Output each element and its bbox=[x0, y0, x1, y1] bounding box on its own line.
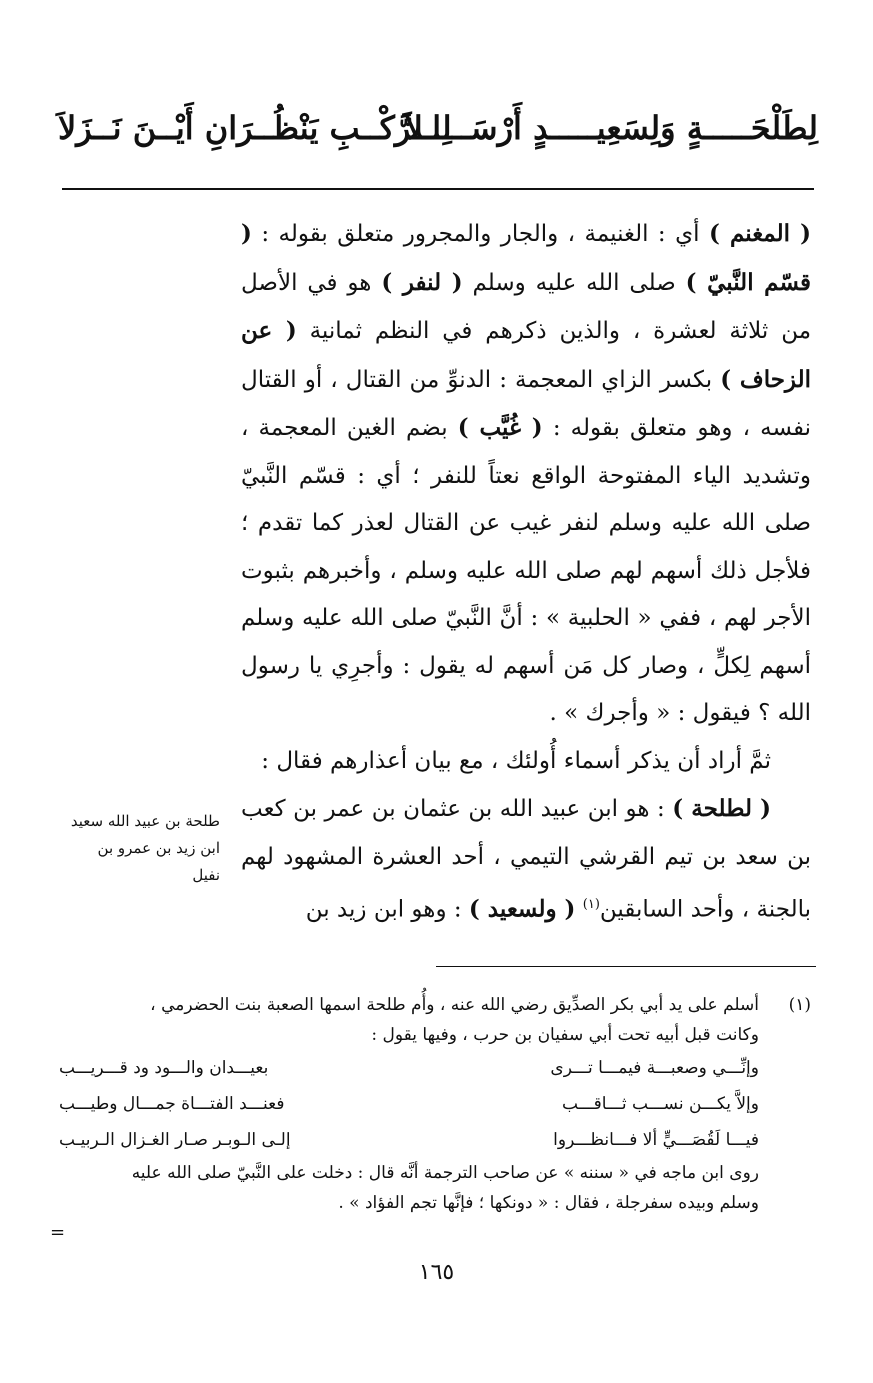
commentary-text: الياء المفتوحة الواقع نعتاً للنفر ؛ أي : قسّم النَّبيّ صلى الله عليه bbox=[241, 462, 811, 536]
footnote-line: وسلم وبيده سفرجلة ، فقال : « دونكها ؛ فإنَّها تجم الفؤاد » . bbox=[338, 1193, 759, 1213]
commentary-text: ثمَّ أراد أن يذكر أسماء أُولئك ، مع بيان أعذارهم فقال : bbox=[261, 747, 771, 774]
commentary-text: وهو متعلق بقوله : bbox=[542, 415, 733, 441]
poem-first-hemistich: وإنِّـــي وصعبـــة فيمـــا تـــرى bbox=[550, 1058, 759, 1078]
poem-first-hemistich: وإلاَّ يكـــن نســـب ثـــاقـــب bbox=[562, 1094, 759, 1114]
term-an-alzihaf: ( عن الزحاف ) bbox=[241, 317, 812, 393]
term-linafar: ( لنفر ) bbox=[381, 268, 463, 296]
verse-right-hemistich: لِطَلْحَـــــةٍ وَلِسَعِيـــــدٍ أَرْسَـــــلاَ bbox=[404, 109, 818, 147]
margin-note-line: طلحة بن عبيد الله سعيد bbox=[70, 812, 220, 830]
margin-note bbox=[48, 808, 220, 889]
commentary-text: لهم صلى الله عليه وسلم ، وأخبرهم بثبوت الأجر لهم ، ففي bbox=[241, 557, 811, 631]
term-litalha: ( لطلحة ) bbox=[672, 795, 772, 822]
commentary-text: : هو ابن عبيد الله بن عثمان بن عمر بن bbox=[293, 796, 673, 822]
margin-note-line: ابن زيد بن عمرو بن bbox=[97, 839, 220, 857]
poem-second-hemistich: فعنـــد الفتـــاة جمـــال وطيـــب bbox=[59, 1094, 285, 1114]
header-divider bbox=[62, 188, 814, 190]
poem-second-hemistich: بعيـــدان والـــود ود قـــريـــب bbox=[59, 1058, 269, 1078]
commentary-paragraph-3 bbox=[241, 785, 811, 934]
commentary-text: : وهو ابن زيد بن bbox=[305, 896, 469, 923]
commentary-text: بكسر الزاي المعجمة : الدنوِّ من القتال ، أو القتال نفسه ، bbox=[241, 366, 812, 441]
header-verse bbox=[58, 98, 818, 168]
term-al-maghnam: ( المغنم ) bbox=[708, 220, 812, 247]
footnote-line: أسلم على يد أبي بكر الصدِّيق رضي الله عنه ، وأُم طلحة اسمها الصعبة بنت الحضرمي ، bbox=[150, 995, 759, 1015]
footnote-marker: (١) bbox=[788, 995, 811, 1015]
footnote-line: روى ابن ماجه في « سننه » عن صاحب الترجمة أنَّه قال : دخلت على النَّبيّ صلى الله عليه bbox=[131, 1163, 759, 1183]
commentary-paragraph-2 bbox=[241, 738, 811, 786]
commentary-text bbox=[575, 897, 582, 923]
commentary-text: « وأجرك » . bbox=[549, 700, 671, 726]
footnote-1 bbox=[59, 990, 811, 1218]
commentary-text: أي : الغنيمة ، والجار والمجرور متعلق بقوله : bbox=[261, 221, 709, 247]
term-qassama-alnabi: ( قسّم النَّبيّ ) bbox=[241, 220, 811, 296]
footnote-intro bbox=[59, 990, 759, 1050]
commentary-text: كعب بن سعد بن تيم القرشي التيمي ، أحد العشرة المشهود bbox=[241, 796, 811, 870]
commentary-text: وسلم لنفر غيب عن القتال لعذر كما تقدم ؛ فلأجل ذلك أسهم bbox=[241, 510, 812, 584]
term-ghuyyab: ( غُيَّب ) bbox=[457, 414, 543, 441]
footnote-line: وكانت قبل أبيه تحت أبي سفيان بن حرب ، وفيها يقول : bbox=[371, 1025, 759, 1045]
poem-verse-2 bbox=[59, 1086, 811, 1122]
commentary-text: صلى الله عليه وسلم bbox=[462, 269, 686, 296]
margin-note-line: نفيل bbox=[192, 866, 220, 884]
commentary-text: هو في الأصل من bbox=[241, 269, 812, 344]
footnote-outro bbox=[59, 1158, 759, 1218]
poem-verse-1 bbox=[59, 1050, 811, 1086]
verse-left-hemistich: لِلــرَّكْــبِ يَنْظُــرَانِ أَيْــنَ نَــزَلاَ bbox=[58, 109, 452, 147]
commentary-text: لهم بالجنة ، وأحد السابقين bbox=[241, 843, 811, 923]
footnote-reference[interactable]: (١) bbox=[582, 897, 600, 912]
commentary-paragraph-1 bbox=[241, 210, 811, 738]
poem-first-hemistich: فيـــا لَقُصَـــيٍّ ألا فـــانظـــروا bbox=[553, 1130, 759, 1150]
commentary-text: بضم الغين المعجمة ، وتشديد bbox=[241, 415, 812, 489]
term-walisaid: ( ولسعيد ) bbox=[468, 895, 576, 923]
main-commentary bbox=[241, 210, 811, 934]
commentary-text: « الحلبية » : أنَّ النَّبيّ صلى الله عليه وسلم أسهم لِكلٍّ ، وصار bbox=[241, 605, 811, 679]
footnote-divider bbox=[436, 966, 816, 967]
commentary-text: كل مَن أسهم له يقول : وأجرِي يا رسول الله ؟ فيقول : bbox=[241, 652, 811, 726]
commentary-text: ثلاثة لعشرة ، والذين ذكرهم في النظم ثمانية bbox=[296, 318, 769, 344]
poem-verse-3 bbox=[59, 1122, 811, 1158]
continuation-mark: = bbox=[50, 1222, 66, 1243]
poem-second-hemistich: إلـى الـوبـر صـار الغـزال الـربيـب bbox=[59, 1130, 291, 1150]
page-number: ١٦٥ bbox=[418, 1260, 455, 1285]
